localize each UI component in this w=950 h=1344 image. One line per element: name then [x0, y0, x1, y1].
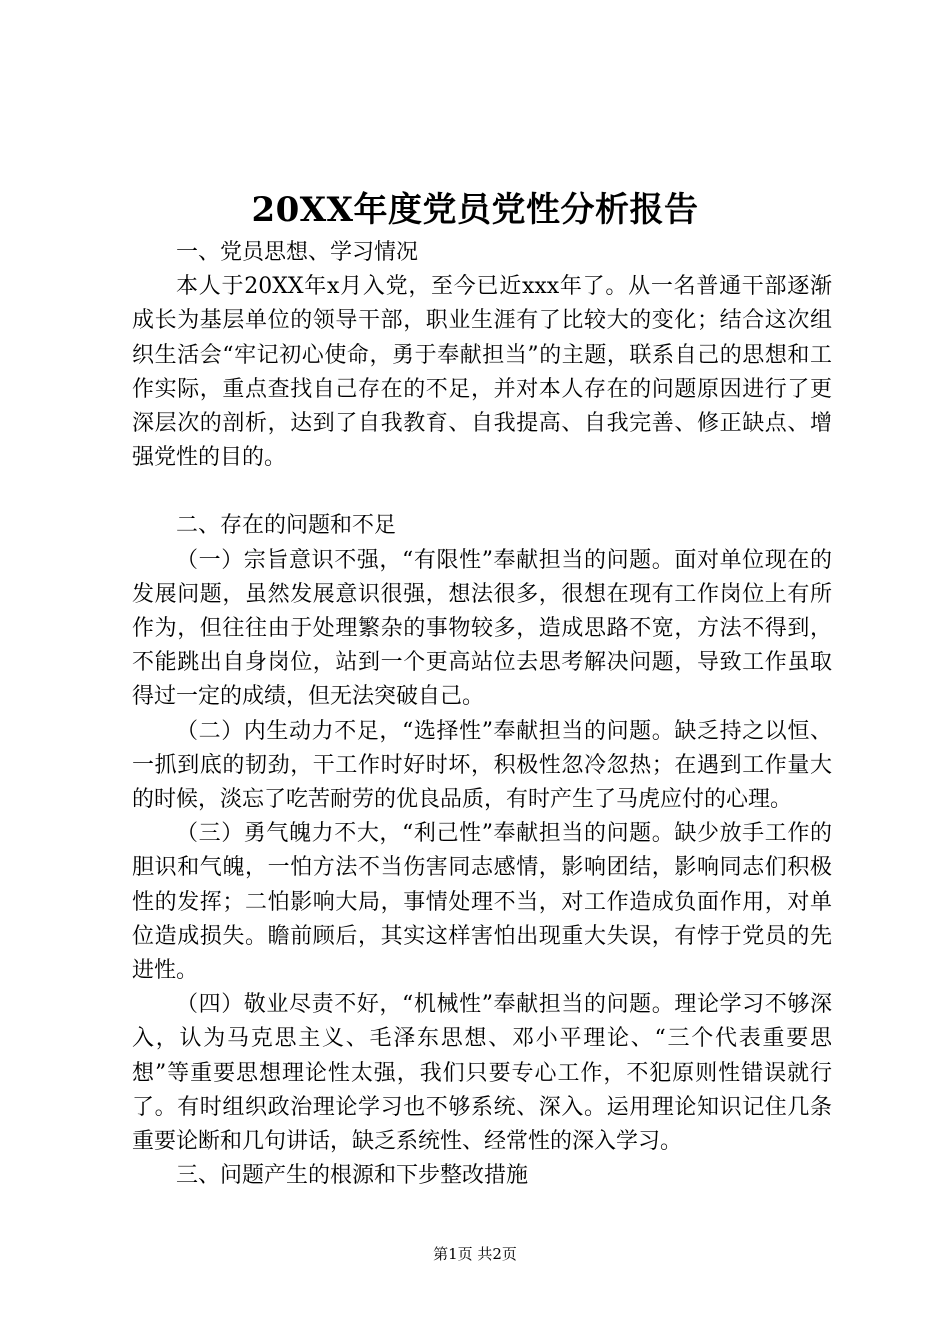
page-number-footer: 第1页 共2页 — [433, 1245, 517, 1263]
section-heading-3: 三、问题产生的根源和下步整改措施 — [176, 1163, 529, 1189]
document-title: 20XX年度党员党性分析报告 — [251, 190, 699, 230]
document-body — [132, 236, 832, 1193]
paragraph-problem-3: （三）勇气魄力不大，“利己性”奉献担当的问题。缺少放手工作的胆识和气魄，一怕方法不当伤害同志感情，影响团结，影响同志们积极性的发挥；二怕影响大局，事情处理不当，对工作造成负面作用，对单位造成损失。瞻前顾后，其实这样害怕出现重大失误，有悖于党员的先进性。 — [132, 821, 832, 984]
section-heading-2: 二、存在的问题和不足 — [176, 513, 397, 539]
paragraph-problem-2: （二）内生动力不足，“选择性”奉献担当的问题。缺乏持之以恒、一抓到底的韧劲，干工作时好时坏，积极性忽冷忽热；在遇到工作量大的时候，淡忘了吃苦耐劳的优良品质，有时产生了马虎应付的心理。 — [132, 718, 832, 813]
paragraph-intro: 本人于20XX年x月入党，至今已近xxx年了。从一名普通干部逐渐成长为基层单位的领导干部，职业生涯有了比较大的变化；结合这次组织生活会“牢记初心使命，勇于奉献担当”的主题，联系自己的思想和工作实际，重点查找自己存在的不足，并对本人存在的问题原因进行了更深层次的剖析，达到了自我教育、自我提高、自我完善、修正缺点、增强党性的目的。 — [132, 274, 832, 471]
paragraph-problem-4: （四）敬业尽责不好，“机械性”奉献担当的问题。理论学习不够深入，认为马克思主义、毛泽东思想、邓小平理论、“三个代表重要思想”等重要思想理论性太强，我们只要专心工作，不犯原则性错误就行了。有时组织政治理论学习也不够系统、深入。运用理论知识记住几条重要论断和几句讲话，缺乏系统性、经常性的深入学习。 — [132, 992, 832, 1155]
section-heading-1: 一、党员思想、学习情况 — [176, 240, 419, 265]
paragraph-problem-1: （一）宗旨意识不强，“有限性”奉献担当的问题。面对单位现在的发展问题，虽然发展意识很强，想法很多，很想在现有工作岗位上有所作为，但往往由于处理繁杂的事物较多，造成思路不宽，方法不得到，不能跳出自身岗位，站到一个更高站位去思考解决问题，导致工作虽取得过一定的成绩，但无法突破自己。 — [132, 547, 832, 710]
